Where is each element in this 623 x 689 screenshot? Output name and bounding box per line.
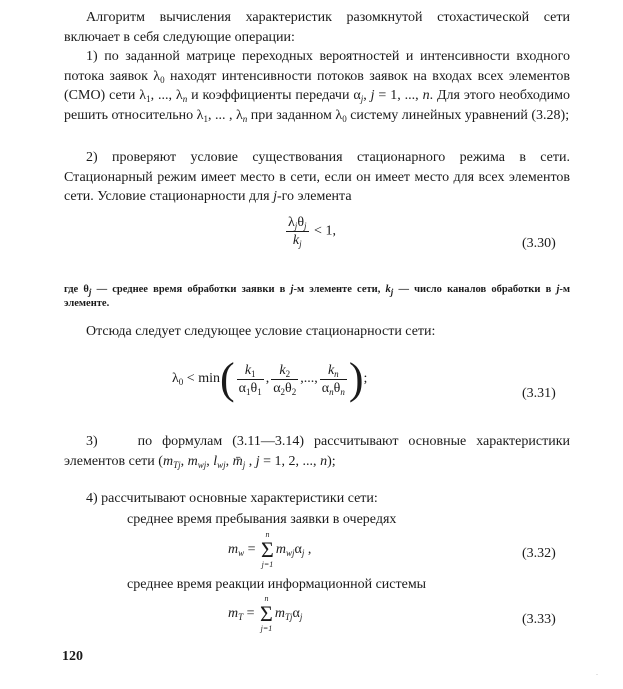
equation-3-32: $m_w$ = n Σ j=1 $m_{wj}\alpha_j$ , [228,530,312,569]
sum-symbol: n Σ j=1 [261,530,274,569]
paragraph-reaction-time-text: среднее время реакции информационной системы [127,577,427,592]
equation-number-3-33: (3.33) [522,612,556,627]
equation-3-31: $\lambda_0 < \min$( $\frac{k_1}{\alpha_1\theta_1}$ , $\frac{k_2}{\alpha_2\theta_2}$ ,..., $\frac{k_n}{\alpha_n\theta_n}$ ); [172,354,368,403]
page-number: 120 [62,649,83,664]
equation-number-3-30: (3.30) [522,236,556,251]
equation-3-30: $\frac{\lambda_j\theta_j}{k_j}$ < 1, [288,215,336,249]
footnote-definitions: где $\theta_j$ — среднее время обработки заявки в j-м элементе сети, $k_j$ — число каналов обработки в j-м элементе. [64,284,571,309]
paragraph-queue-time [127,510,567,530]
equation-3-30-rhs: < 1, [314,223,336,239]
paragraph-consequence [64,322,570,342]
paragraph-step-1: 1) по заданной матрице переходных вероятностей и интенсивности входного потока заявок $\lambda_0$ находят интенсивности потоков заявок на входах всех элементов (СМО) сети $\lambda_1$, ..., $\lambda_n$ и коэффициенты передачи $\alpha_j$, j = 1, ..., n. Для этого необходимо решить относительно $\lambda_1$, ... , $\lambda_n$ при заданном $\lambda_0$ систему линейных уравнений (3.28); [64,49,570,124]
paragraph-reaction-time [127,575,567,595]
equation-number-3-31: (3.31) [522,386,556,401]
paragraph-step-3: 3) по формулам (3.11—3.14) рассчитывают основные характеристики элементов сети ($m_{Tj}$, $m_{wj}$, $l_{wj}$, $m̄_j$ , j = 1, 2, ..., n); [64,434,570,470]
equation-number-3-32: (3.32) [522,546,556,561]
equation-3-31-tail: ; [363,371,368,387]
paragraph-step-4 [64,489,570,509]
equation-3-33: $m_T$ = n Σ j=1 $m_{Tj}\alpha_j$ [228,594,303,633]
paragraph-intro-text: Алгоритм вычисления характеристик разомкнутой стохастической сети включает в себя следующие операции: [64,10,570,45]
paragraph-consequence-text: Отсюда следует следующее условие стационарности сети: [86,324,436,339]
paragraph-step-2: 2) проверяют условие существования стационарного режима в сети. Стационарный режим имеет место в сети, если он имеет место для всех элементов сети. Условие стационарности для j-го элемента [64,150,570,204]
sum-symbol: n Σ j=1 [260,594,273,633]
paragraph-step-4-text: 4) рассчитывают основные характеристики сети: [86,491,378,506]
paragraph-intro [64,8,570,47]
scan-speck: . [596,668,598,677]
paragraph-queue-time-text: среднее время пребывания заявки в очередях [127,512,397,527]
